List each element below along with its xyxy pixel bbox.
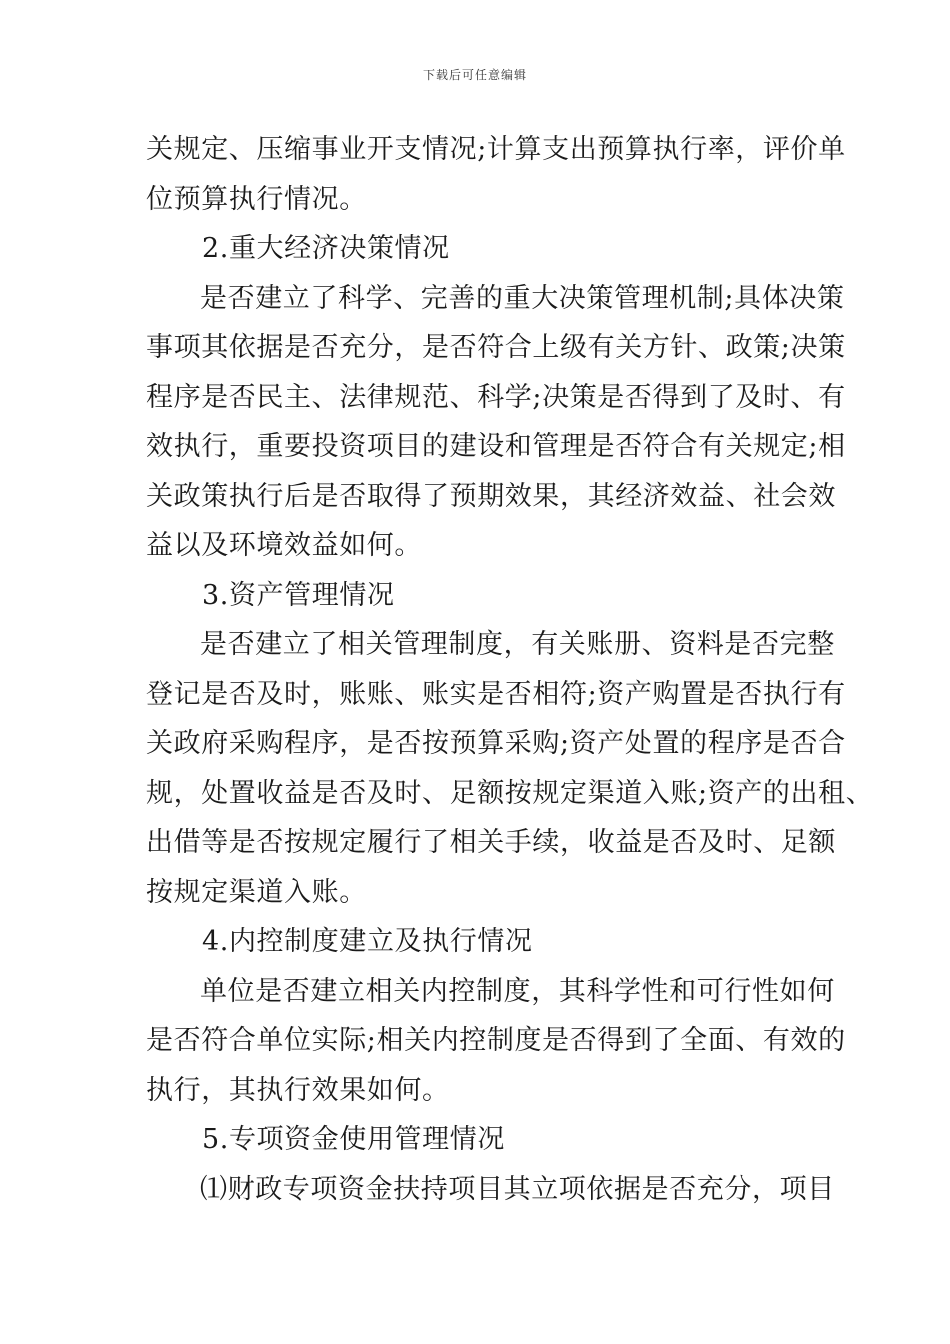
text-line: 益以及环境效益如何。 — [146, 530, 422, 561]
text-line: 位预算执行情况。 — [146, 183, 367, 215]
text-line: 单位是否建立相关内控制度，其科学性和可行性如何 — [200, 975, 835, 1007]
text-line: 关规定、压缩事业开支情况;计算支出预算执行率，评价单 — [146, 134, 846, 165]
text-line: 事项其依据是否充分，是否符合上级有关方针、政策;决策 — [146, 332, 846, 363]
text-line: 按规定渠道入账。 — [146, 876, 367, 908]
text-line: 是否符合单位实际;相关内控制度是否得到了全面、有效的 — [146, 1025, 846, 1056]
page-header: 下载后可任意编辑 — [422, 68, 527, 82]
text-line: 关政策执行后是否取得了预期效果，其经济效益、社会效 — [146, 480, 836, 512]
text-line: 效执行，重要投资项目的建设和管理是否符合有关规定;相 — [146, 431, 846, 462]
text-line: 关政府采购程序，是否按预算采购;资产处置的程序是否合 — [146, 728, 846, 759]
text-line: 出借等是否按规定履行了相关手续，收益是否及时、足额 — [146, 827, 836, 858]
text-line: 登记是否及时，账账、账实是否相符;资产购置是否执行有 — [146, 678, 846, 710]
document-body — [146, 125, 874, 1214]
text-line: ⑴财政专项资金扶持项目其立项依据是否充分，项目 — [200, 1173, 835, 1205]
text-line: 是否建立了科学、完善的重大决策管理机制;具体决策 — [200, 282, 845, 314]
text-line: 执行，其执行效果如何。 — [146, 1074, 450, 1106]
text-line: 程序是否民主、法律规范、科学;决策是否得到了及时、有 — [146, 381, 846, 413]
text-line: 是否建立了相关管理制度，有关账册、资料是否完整 — [200, 629, 835, 660]
section-heading: 2.重大经济决策情况 — [202, 233, 450, 264]
section-heading: 4.内控制度建立及执行情况 — [202, 926, 533, 957]
section-heading: 3.资产管理情况 — [202, 579, 395, 611]
section-heading: 5.专项资金使用管理情况 — [202, 1124, 505, 1155]
text-line: 规，处置收益是否及时、足额按规定渠道入账;资产的出租、 — [146, 777, 874, 809]
